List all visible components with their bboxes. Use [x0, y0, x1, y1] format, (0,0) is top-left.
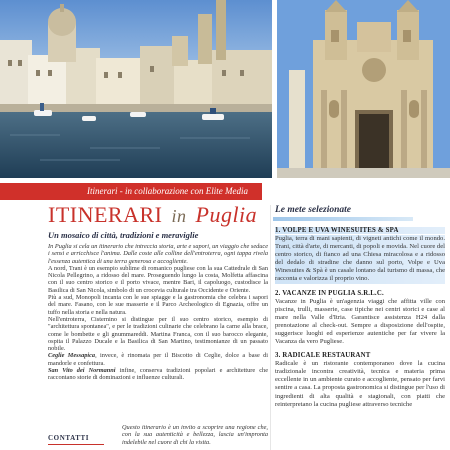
destination-item: [273, 290, 445, 347]
page-title: [48, 202, 257, 228]
destination-heading: 1. VOLPE E UVA WINESUITES & SPA: [275, 227, 445, 234]
paragraph-text: Più a sud, Monopoli incanta con le sue spiagge e la gastronomia che celebra i sapori del mare. Fasano, con le sue masserie e il Parco Archeologico di Egnazia, offre un tuffo nella storia e nella natura.: [48, 294, 268, 316]
column-divider: [270, 205, 271, 450]
title-region: Puglia: [195, 202, 258, 227]
destination-item: [273, 352, 445, 409]
article-paragraph: [48, 294, 268, 316]
sidebar-title-rule: [273, 217, 413, 221]
paragraph-lead: San Vito dei Normanni: [48, 367, 116, 375]
destination-description: Radicale è un ristorante contemporaneo dove la cucina tradizionale incontra creatività, tecnica e materia prima eccellente in un ambiente curato e accogliente, pensato per farvi sentire a casa. La proposta gastronomica si distingue per l'uso di ingredienti di alta qualità e stagionali, con piatti che reinterpretano la cucina pugliese attraverso tecniche: [275, 360, 445, 408]
article-closing: Questo itinerario è un invito a scoprire una regione che, con la sua autenticità e bellezza, lascia un'impronta indelebile nel cuore di chi la visita.: [122, 424, 268, 446]
paragraph-text: A nord, Trani è un esempio sublime di romanico pugliese con la sua Cattedrale di San Nicola Pellegrino, a ridosso del mare. Proseguendo lungo la costa, Molfetta affascina con il suo centro storico e il porto vivace, mentre Bari, il capoluogo, custodisce la Basilica di San Nicola, simbolo di un crocevia culturale tra Occidente e Oriente.: [48, 264, 268, 294]
paragraph-text: Nell'entroterra, Cisternino si distingue per il suo centro storico, esempio di "architettura spontanea", e per le tradizioni culinarie che celebrano la carne alla brace, come le bombette e gli gnummareddi. Martina Franca, con il suo barocco elegante, ospita il Palazzo Ducale e la Basilica di San Martino, testimonianze di un passato nobile.: [48, 315, 268, 353]
title-main: ITINERARI: [48, 202, 163, 227]
article-paragraph: [48, 265, 268, 294]
destination-item: [273, 227, 445, 284]
destination-heading: 2. VACANZE IN PUGLIA S.R.L.C.: [275, 289, 384, 297]
destination-heading: 3. RADICALE RESTAURANT: [275, 352, 371, 360]
sidebar-title: Le mete selezionate: [275, 205, 351, 215]
article-intro: In Puglia si cela un itinerario che intreccia storia, arte e sapori, un viaggio che seduce i sensi e arricchisce l'anima. Dalle coste alle colline dell'entroterra, ogni tappa rivela l'essenza autentica di una terra generosa e accogliente.: [48, 243, 268, 265]
paragraph-lead: Ceglie Messapica: [48, 352, 96, 360]
article-paragraph: [48, 316, 268, 352]
article-paragraph: [48, 352, 268, 367]
collaboration-banner: Itinerari - in collaborazione con Elite Media: [0, 183, 262, 200]
paragraph-text: infine, conserva tradizioni popolari e architetture che raccontano storie di dominazioni e influenze culturali.: [48, 367, 268, 382]
basilica-photo: [277, 0, 450, 178]
article-body: [48, 243, 268, 382]
destination-description: Puglia, terra di mani sapienti, di vigneti antichi come il mondo. Trani, città d'arte, di mercanti, di popoli e movida. Nel cuore del centro storico, di fianco ad una Chiesa miracolosa e a ridosso del dedalo di stradine che danno sul porto, Volpe e Uva Winesuites & Spà è un casale lontano dal turismo di massa, che racconta e valorizza il proprio vino.: [275, 235, 445, 283]
selected-destinations-sidebar: [273, 205, 445, 415]
harbor-town-photo: [0, 0, 272, 178]
contacts-underline: [48, 444, 104, 445]
title-connector: in: [171, 206, 187, 226]
article-subtitle: Un mosaico di città, tradizioni e meraviglie: [48, 230, 199, 240]
article-paragraph: [48, 367, 268, 382]
paragraph-text: , invece, è rinomata per il Biscotto di Ceglie, dolce a base di mandorle e confettura.: [48, 352, 268, 367]
contacts-label: CONTATTI: [48, 434, 90, 442]
destination-description: Vacanze in Puglia è un'agenzia viaggi che affitta ville con piscina, trulli, masserie, case tipiche nei centri storici e case al mare nella Valle d'Itria. Garantisce assistenza H24 dalla prenotazione al check-out. Sempre a disposizione dell'ospite, suggerisce luoghi ed esperienze autentiche per far vivere la Vacanza da vero Pugliese.: [275, 297, 445, 346]
